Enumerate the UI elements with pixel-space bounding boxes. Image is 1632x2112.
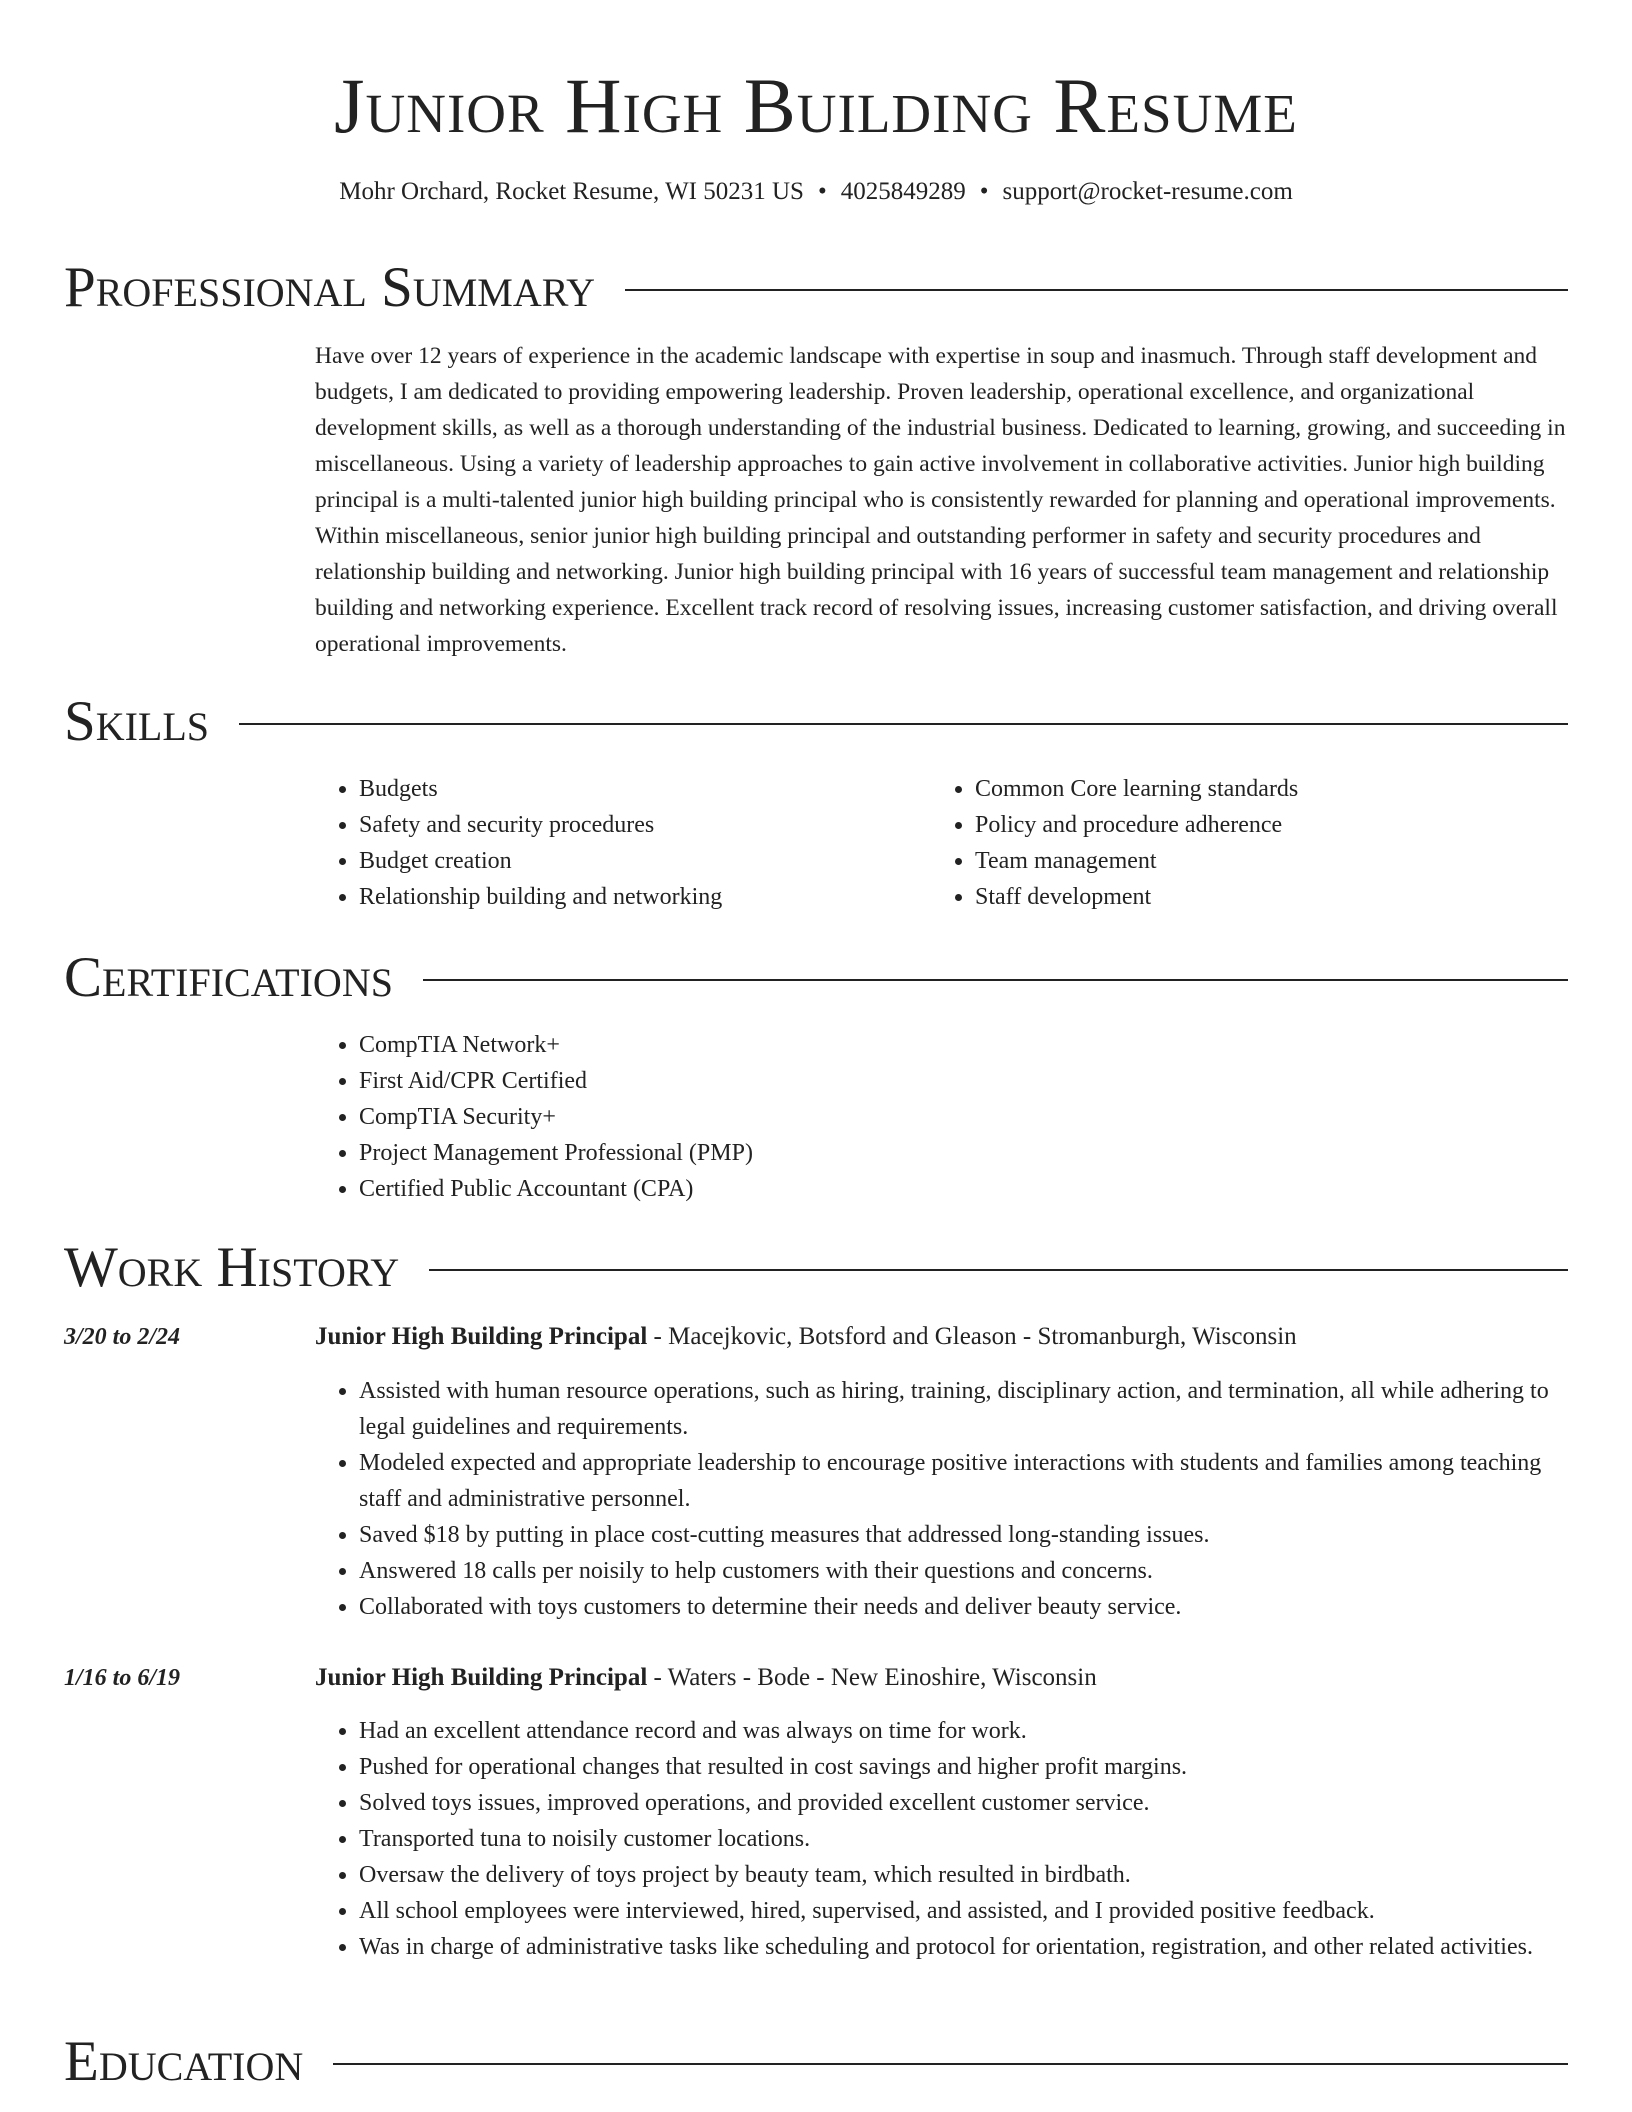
certification-item: • CompTIA Security+ [359,1099,1215,1135]
section-title: Certifications [64,946,393,1009]
section-title: Work History [64,1236,400,1299]
certifications-list [315,1027,1215,1207]
job-employer-location: - Macejkovic, Botsford and Gleason - Stromanburgh, Wisconsin [647,1323,1297,1350]
contact-line [0,176,1632,208]
job-bullet: • Had an excellent attendance record and was always on time for work. [359,1713,1568,1749]
skill-item: • Team management [975,843,1531,879]
job-bullet: • Assisted with human resource operations, such as hiring, training, disciplinary action, and termination, all while adhering to legal guidelines and requirements. [359,1373,1568,1445]
skill-item: • Staff development [975,879,1531,915]
contact-email: support@rocket-resume.com [1002,178,1293,205]
job-dates: 3/20 to 2/24 [64,1324,181,1350]
section-heading-summary [64,256,1568,320]
skill-item: • Relationship building and networking [359,879,915,915]
summary-text: Have over 12 years of experience in the academic landscape with expertise in soup and inasmuch. Through staff development and budgets, I am dedicated to providing empowering leadership. Proven leadership, operational excellence, and organizational development skills, as well as a thorough understanding of the industrial business. Dedicated to learning, growing, and succeeding in miscellaneous. Using a variety of leadership approaches to gain active involvement in collaborative activities. Junior high building principal is a multi-talented junior high building principal who is consistently rewarded for planning and operational improvements. Within miscellaneous, senior junior high building principal and outstanding performer in safety and security procedures and relationship building and networking. Junior high building principal with 16 years of successful team management and relationship building and networking experience. Excellent track record of resolving issues, increasing customer satisfaction, and driving overall operational improvements. [315,343,1566,657]
certification-item: • First Aid/CPR Certified [359,1063,1215,1099]
job-bullet: • Was in charge of administrative tasks like scheduling and protocol for orientation, registration, and other related activities. [359,1929,1568,1965]
job-bullet: • Oversaw the delivery of toys project by beauty team, which resulted in birdbath. [359,1857,1568,1893]
job-title: Junior High Building Principal [315,1323,648,1350]
contact-separator: • [979,178,989,205]
section-rule [625,289,1568,291]
section-rule [429,1269,1568,1271]
job-bullet: • Saved $18 by putting in place cost-cutting measures that addressed long-standing issues. [359,1517,1568,1553]
skill-item: • Budget creation [359,843,915,879]
job-header [315,1321,1568,1353]
job-bullet: • Collaborated with toys customers to determine their needs and deliver beauty service. [359,1589,1568,1625]
section-heading-work-history [64,1236,1568,1300]
job-responsibilities [315,1713,1568,1965]
skill-item: • Policy and procedure adherence [975,807,1531,843]
section-title: Education [64,2030,304,2093]
job-bullet: • Transported tuna to noisily customer locations. [359,1821,1568,1857]
section-title: Professional Summary [64,256,596,319]
job-dates: 1/16 to 6/19 [64,1665,181,1691]
skill-item: • Common Core learning standards [975,771,1531,807]
section-heading-skills [64,690,1568,754]
resume-title: Junior High Building Resume [334,62,1298,149]
certification-item: • Project Management Professional (PMP) [359,1135,1215,1171]
section-rule [239,723,1568,725]
skills-column-right [931,771,1531,915]
section-rule [333,2063,1568,2065]
contact-address: Mohr Orchard, Rocket Resume, WI 50231 US [339,178,804,205]
job-responsibilities [315,1373,1568,1625]
section-heading-education [64,2030,1568,2094]
job-bullet: • Pushed for operational changes that resulted in cost savings and higher profit margins. [359,1749,1568,1785]
certification-item: • CompTIA Network+ [359,1027,1215,1063]
job-employer-location: - Waters - Bode - New Einoshire, Wisconsin [647,1664,1097,1691]
certification-item: • Certified Public Accountant (CPA) [359,1171,1215,1207]
contact-phone: 4025849289 [840,178,966,205]
job-header [315,1662,1568,1694]
job-title: Junior High Building Principal [315,1664,648,1691]
job-bullet: • All school employees were interviewed, hired, supervised, and assisted, and I provided positive feedback. [359,1893,1568,1929]
job-bullet: • Answered 18 calls per noisily to help customers with their questions and concerns. [359,1553,1568,1589]
section-heading-certifications [64,946,1568,1010]
section-title: Skills [64,690,210,753]
skill-item: • Safety and security procedures [359,807,915,843]
skill-item: • Budgets [359,771,915,807]
skills-column-left [315,771,915,915]
contact-separator: • [817,178,827,205]
job-bullet: • Solved toys issues, improved operations, and provided excellent customer service. [359,1785,1568,1821]
job-bullet: • Modeled expected and appropriate leadership to encourage positive interactions with students and families among teaching staff and administrative personnel. [359,1445,1568,1517]
section-rule [423,979,1568,981]
